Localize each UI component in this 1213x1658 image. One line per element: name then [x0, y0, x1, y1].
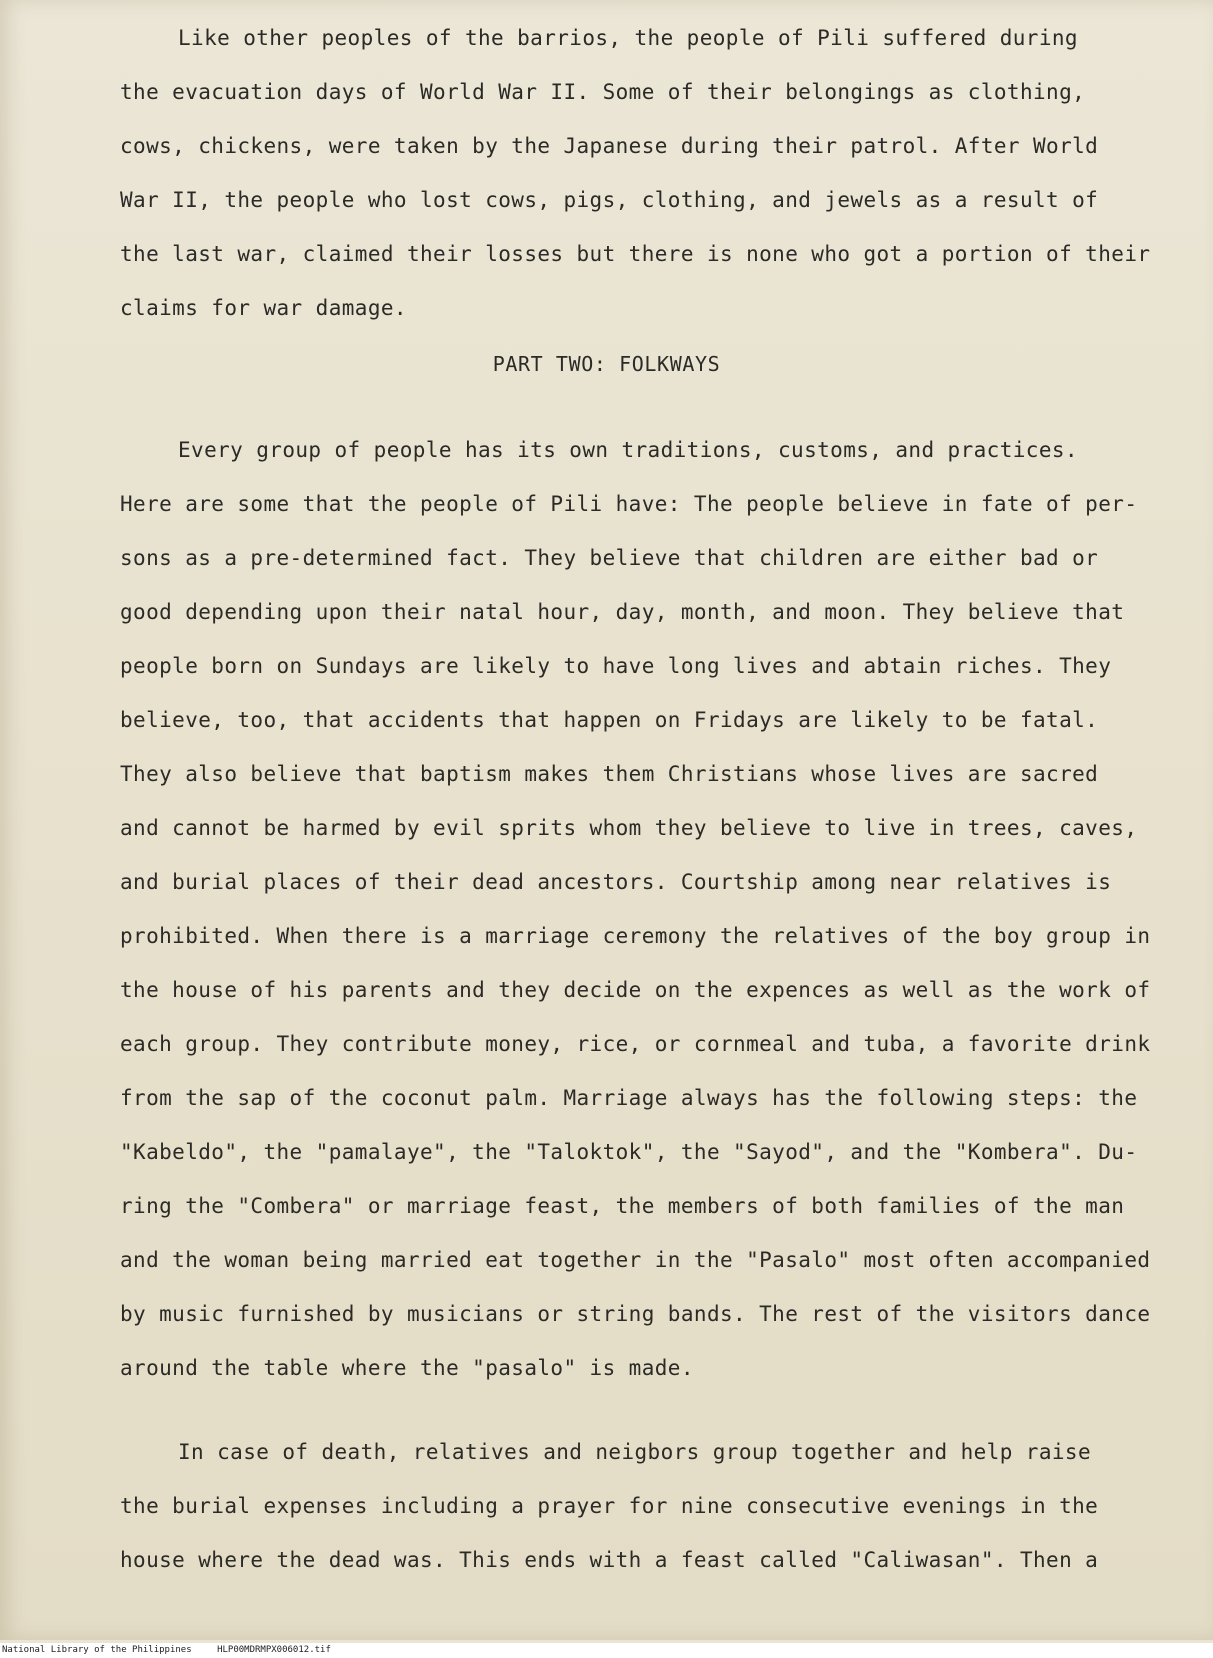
paragraph-3-line: the burial expenses including a prayer for nine consecutive evenings in the — [120, 1494, 1099, 1518]
paragraph-1-line: claims for war damage. — [120, 296, 407, 320]
paragraph-1-line: War II, the people who lost cows, pigs, clothing, and jewels as a result of — [120, 188, 1099, 212]
paragraph-2-line: ring the "Combera" or marriage feast, the members of both families of the man — [120, 1194, 1125, 1218]
footer-file-name: HLP00MDRMPX006012.tif — [217, 1645, 331, 1655]
paragraph-1-line: cows, chickens, were taken by the Japanese during their patrol. After World — [120, 134, 1099, 158]
paragraph-1-line: the evacuation days of World War II. Some of their belongings as clothing, — [120, 80, 1086, 104]
footer-library-name: National Library of the Philippines — [2, 1645, 192, 1655]
paragraph-3-line: house where the dead was. This ends with a feast called "Caliwasan". Then a — [120, 1548, 1099, 1572]
paragraph-2-line: Every group of people has its own traditions, customs, and practices. — [178, 438, 1078, 462]
paragraph-2-line: prohibited. When there is a marriage ceremony the relatives of the boy group in — [120, 924, 1151, 948]
paragraph-2-line: people born on Sundays are likely to have long lives and abtain riches. They — [120, 654, 1112, 678]
paragraph-2-line: by music furnished by musicians or string bands. The rest of the visitors dance — [120, 1302, 1151, 1326]
paragraph-2-line: and burial places of their dead ancestors. Courtship among near relatives is — [120, 870, 1112, 894]
scan-footer — [0, 1643, 1213, 1658]
paragraph-2-line: and cannot be harmed by evil sprits whom they believe to live in trees, caves, — [120, 816, 1138, 840]
paragraph-2-line: around the table where the "pasalo" is made. — [120, 1356, 694, 1380]
paragraph-2-line: good depending upon their natal hour, day, month, and moon. They believe that — [120, 600, 1125, 624]
paragraph-3-line: In case of death, relatives and neigbors group together and help raise — [178, 1440, 1092, 1464]
paragraph-2-line: sons as a pre-determined fact. They believe that children are either bad or — [120, 546, 1099, 570]
paragraph-2-line: They also believe that baptism makes them Christians whose lives are sacred — [120, 762, 1099, 786]
section-heading: PART TWO: FOLKWAYS — [492, 352, 721, 376]
paragraph-2-line: from the sap of the coconut palm. Marriage always has the following steps: the — [120, 1086, 1138, 1110]
paragraph-1-line: the last war, claimed their losses but there is none who got a portion of their — [120, 242, 1151, 266]
paragraph-2-line: the house of his parents and they decide on the expences as well as the work of — [120, 978, 1151, 1002]
paragraph-2-line: each group. They contribute money, rice, or cornmeal and tuba, a favorite drink — [120, 1032, 1151, 1056]
paragraph-2-line: and the woman being married eat together in the "Pasalo" most often accompanied — [120, 1248, 1151, 1272]
paragraph-1-line: Like other peoples of the barrios, the people of Pili suffered during — [178, 26, 1078, 50]
paragraph-2-line: Here are some that the people of Pili have: The people believe in fate of per- — [120, 492, 1138, 516]
paragraph-2-line: "Kabeldo", the "pamalaye", the "Taloktok", the "Sayod", and the "Kombera". Du- — [120, 1140, 1138, 1164]
paragraph-2-line: believe, too, that accidents that happen on Fridays are likely to be fatal. — [120, 708, 1099, 732]
